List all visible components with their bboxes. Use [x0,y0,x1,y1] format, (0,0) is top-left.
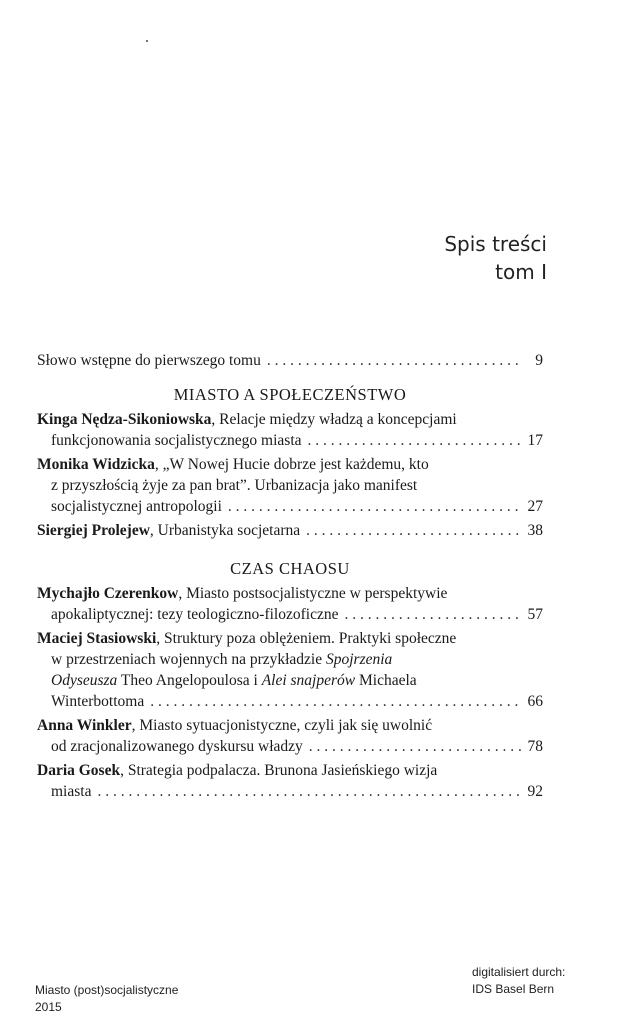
entry-title-part: miasta [51,783,92,800]
entry-title-part: , Struktury poza oblężeniem. Praktyki społeczne [156,630,457,647]
digitized-by: IDS Basel Bern [472,982,555,996]
entry-title-part: , Miasto postsocjalistyczne w perspektywie [178,585,448,602]
film-title: Spojrzenia [326,651,393,668]
entry-author: Daria Gosek [37,762,121,779]
dot-leader [344,604,521,625]
entry-title-part: , Strategia podpalacza. Brunona Jasieńskiego wizja [120,762,438,779]
film-title: Alei snajperów [261,672,356,689]
entry-title-part: apokaliptycznej: tezy teologiczno-filozoficzne [51,606,339,623]
toc-entry-winkler [37,715,543,757]
entry-line [37,454,543,475]
table-of-contents [37,350,543,802]
film-title: Odyseusza [51,672,118,689]
entry-line [37,649,543,670]
toc-entry-stasiowski [37,628,543,712]
entry-title-part: , Urbanistyka socjetarna [149,522,301,539]
volume-label: tom I [495,260,547,284]
scan-speck [146,40,148,42]
book-info [35,982,178,1016]
entry-title-part: Theo Angelopoulosa i [117,672,262,689]
dot-leader [309,736,522,757]
toc-header [444,230,547,286]
entry-title-part: od zracjonalizowanego dyskursu władzy [51,738,303,755]
page-number: 9 [535,352,543,369]
entry-author: Siergiej Prolejew [37,522,150,539]
entry-title-part: Winterbottoma [51,693,145,710]
toc-entry-nedza [37,409,543,451]
page-number: 17 [527,432,543,449]
entry-title-part: funkcjonowania socjalistycznego miasta [51,432,302,449]
entry-title-part: socjalistycznej antropologii [51,498,222,515]
entry-author: Anna Winkler [37,717,132,734]
toc-title: Spis treści [444,232,547,256]
digitized-label: digitalisiert durch: [472,965,566,979]
section-heading-chaos: CZAS CHAOSU [230,559,350,578]
publication-year: 2015 [35,1000,62,1014]
entry-line: z przyszłością żyje za pan brat”. Urbanizacja jako manifest [51,477,418,494]
page-number: 38 [527,522,543,539]
entry-line [37,496,543,517]
page-number: 57 [527,606,543,623]
dot-leader [150,691,521,712]
entry-line [37,736,543,757]
section-heading-miasto: MIASTO A SPOŁECZEŃSTWO [173,385,407,404]
dot-leader [97,781,521,802]
digitization-note [472,964,565,998]
entry-title-part: , Relacje między władzą a koncepcjami [211,411,457,428]
page-number: 92 [527,783,543,800]
entry-author: Maciej Stasiowski [37,630,157,647]
entry-title-part: , Miasto sytuacjonistyczne, czyli jak się uwolnić [131,717,433,734]
dot-leader [267,350,523,371]
dot-leader [228,496,522,517]
entry-line [37,670,543,691]
page-number: 66 [527,693,543,710]
entry-line [37,781,543,802]
toc-entry-czerenkow [37,583,543,625]
entry-line [37,409,543,430]
entry-line [37,583,543,604]
toc-entry-gosek [37,760,543,802]
toc-entry-prolejew [37,520,543,541]
page-number: 78 [527,738,543,755]
entry-line [37,760,543,781]
entry-line [37,691,543,712]
entry-title-part: , „W Nowej Hucie dobrze jest każdemu, kto [154,456,429,473]
entry-author: Kinga Nędza-Sikoniowska [37,411,212,428]
entry-title-part: w przestrzeniach wojennych na przykładzie [51,651,326,668]
entry-title: Słowo wstępne do pierwszego tomu [37,352,261,369]
entry-line [37,715,543,736]
page-number: 27 [527,498,543,515]
toc-entry-intro [37,350,543,371]
entry-author: Monika Widzicka [37,456,155,473]
entry-line [37,604,543,625]
book-title: Miasto (post)socjalistyczne [35,983,179,997]
entry-author: Mychajło Czerenkow [37,585,179,602]
entry-line [37,628,543,649]
entry-title-part: Michaela [355,672,417,689]
dot-leader [306,520,521,541]
dot-leader [308,430,522,451]
toc-entry-widzicka [37,454,543,517]
entry-line [37,430,543,451]
